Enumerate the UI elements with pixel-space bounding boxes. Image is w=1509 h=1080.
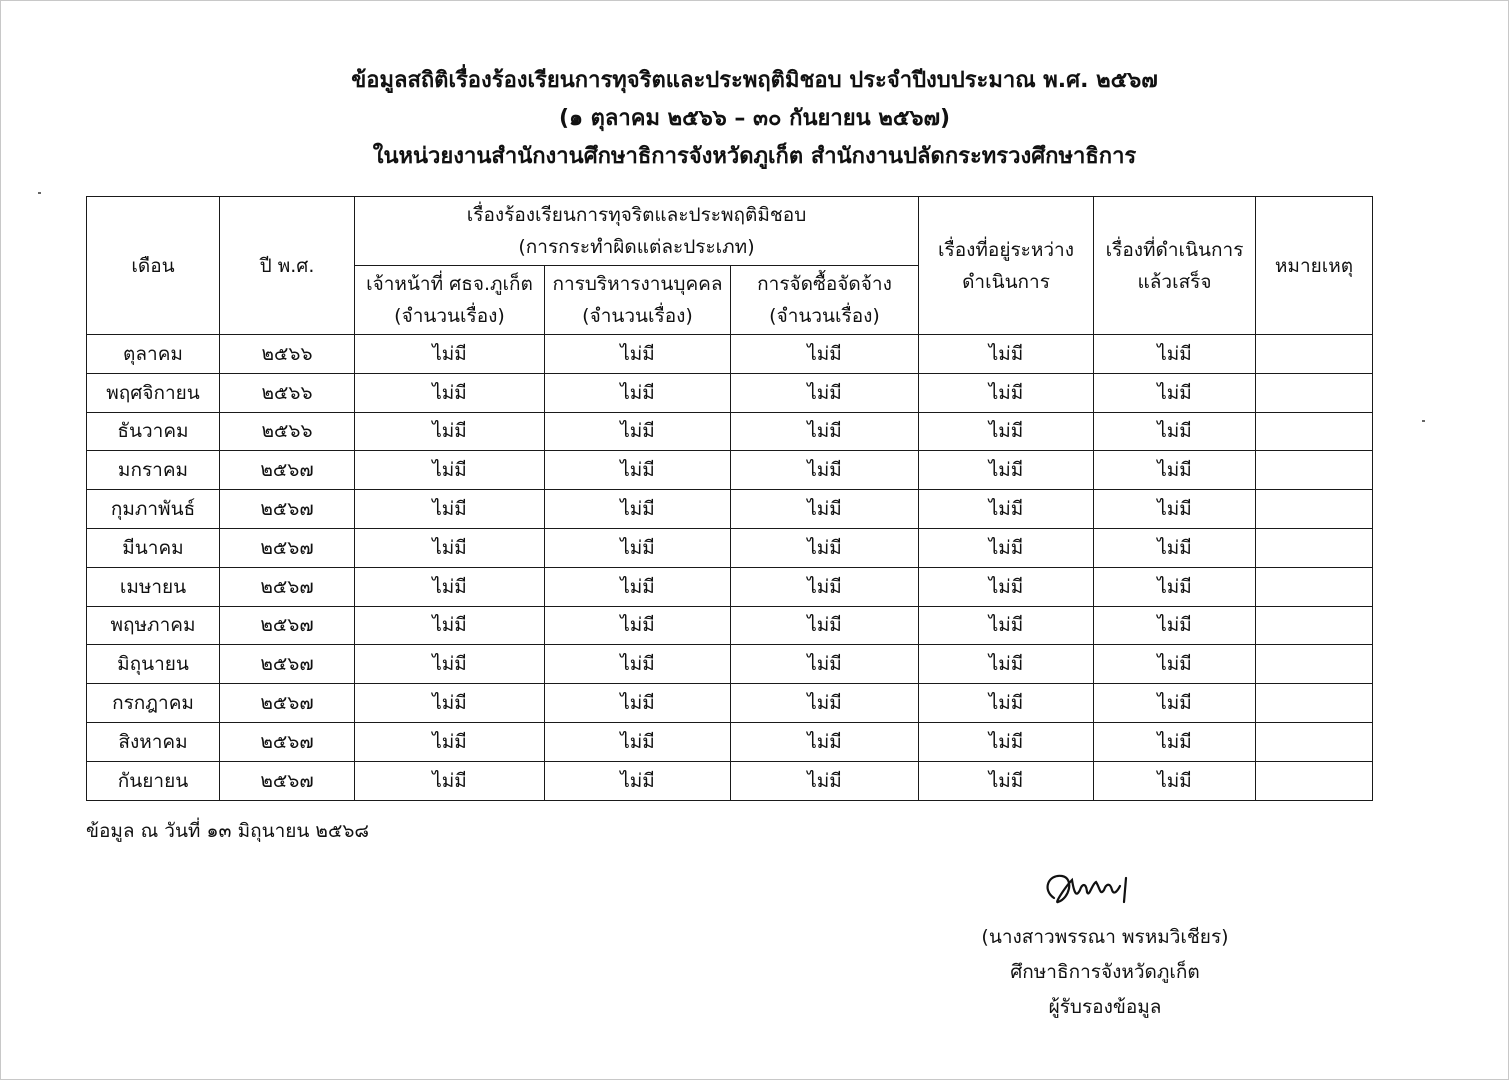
cell-remarks bbox=[1256, 373, 1373, 412]
cell-officer: ไม่มี bbox=[355, 335, 545, 374]
cell-year: ๒๕๖๗ bbox=[220, 606, 355, 645]
header-remarks: หมายเหตุ bbox=[1256, 197, 1373, 335]
header-month: เดือน bbox=[87, 197, 220, 335]
cell-officer: ไม่มี bbox=[355, 412, 545, 451]
title-line-3: ในหน่วยงานสำนักงานศึกษาธิการจังหวัดภูเก็ต สำนักงานปลัดกระทรวงศึกษาธิการ bbox=[372, 144, 1137, 169]
cell-procurement: ไม่มี bbox=[731, 761, 919, 800]
cell-personnel: ไม่มี bbox=[545, 684, 731, 723]
cell-completed: ไม่มี bbox=[1094, 684, 1256, 723]
table-row bbox=[87, 722, 1373, 761]
cell-procurement: ไม่มี bbox=[731, 490, 919, 529]
cell-in-progress: ไม่มี bbox=[919, 606, 1094, 645]
cell-remarks bbox=[1256, 412, 1373, 451]
header-complaint-group-line2: (การกระทำผิดแต่ละประเภท) bbox=[518, 236, 755, 258]
signer-name: (นางสาวพรรณา พรหมวิเชียร) bbox=[981, 926, 1229, 948]
cell-completed: ไม่มี bbox=[1094, 490, 1256, 529]
cell-month: ธันวาคม bbox=[87, 412, 220, 451]
cell-remarks bbox=[1256, 451, 1373, 490]
header-completed-line1: เรื่องที่ดำเนินการ bbox=[1105, 238, 1244, 261]
cell-year: ๒๕๖๗ bbox=[220, 645, 355, 684]
cell-procurement: ไม่มี bbox=[731, 451, 919, 490]
cell-personnel: ไม่มี bbox=[545, 606, 731, 645]
table-row bbox=[87, 335, 1373, 374]
cell-procurement: ไม่มี bbox=[731, 412, 919, 451]
cell-officer: ไม่มี bbox=[355, 451, 545, 490]
cell-in-progress: ไม่มี bbox=[919, 528, 1094, 567]
cell-in-progress: ไม่มี bbox=[919, 761, 1094, 800]
cell-month: กรกฎาคม bbox=[87, 684, 220, 723]
table-row bbox=[87, 606, 1373, 645]
title-line-1: ข้อมูลสถิติเรื่องร้องเรียนการทุจริตและประพฤติมิชอบ ประจำปีงบประมาณ พ.ศ. ๒๕๖๗ bbox=[351, 68, 1158, 93]
cell-year: ๒๕๖๗ bbox=[220, 761, 355, 800]
cell-year: ๒๕๖๗ bbox=[220, 490, 355, 529]
cell-remarks bbox=[1256, 335, 1373, 374]
cell-procurement: ไม่มี bbox=[731, 606, 919, 645]
header-officer-line1: เจ้าหน้าที่ ศธจ.ภูเก็ต bbox=[366, 273, 533, 295]
cell-officer: ไม่มี bbox=[355, 645, 545, 684]
cell-remarks bbox=[1256, 567, 1373, 606]
cell-year: ๒๕๖๗ bbox=[220, 684, 355, 723]
cell-year: ๒๕๖๖ bbox=[220, 373, 355, 412]
cell-remarks bbox=[1256, 761, 1373, 800]
cell-in-progress: ไม่มี bbox=[919, 684, 1094, 723]
cell-remarks bbox=[1256, 722, 1373, 761]
cell-year: ๒๕๖๖ bbox=[220, 412, 355, 451]
cell-personnel: ไม่มี bbox=[545, 761, 731, 800]
cell-completed: ไม่มี bbox=[1094, 451, 1256, 490]
cell-year: ๒๕๖๗ bbox=[220, 528, 355, 567]
cell-remarks bbox=[1256, 528, 1373, 567]
signer-block bbox=[940, 920, 1270, 1025]
header-personnel-line1: การบริหารงานบุคคล bbox=[552, 273, 723, 295]
cell-procurement: ไม่มี bbox=[731, 373, 919, 412]
cell-in-progress: ไม่มี bbox=[919, 567, 1094, 606]
cell-month: มิถุนายน bbox=[87, 645, 220, 684]
cell-officer: ไม่มี bbox=[355, 373, 545, 412]
cell-in-progress: ไม่มี bbox=[919, 373, 1094, 412]
header-in-progress-line2: ดำเนินการ bbox=[962, 270, 1050, 293]
cell-personnel: ไม่มี bbox=[545, 645, 731, 684]
cell-in-progress: ไม่มี bbox=[919, 490, 1094, 529]
header-procurement-line2: (จำนวนเรื่อง) bbox=[769, 305, 880, 327]
cell-procurement: ไม่มี bbox=[731, 684, 919, 723]
cell-personnel: ไม่มี bbox=[545, 490, 731, 529]
cell-month: ตุลาคม bbox=[87, 335, 220, 374]
cell-completed: ไม่มี bbox=[1094, 412, 1256, 451]
header-in-progress bbox=[919, 197, 1094, 335]
table-row bbox=[87, 528, 1373, 567]
title-line-2: (๑ ตุลาคม ๒๕๖๖ – ๓๐ กันยายน ๒๕๖๗) bbox=[558, 106, 951, 131]
header-officer bbox=[355, 266, 545, 335]
cell-in-progress: ไม่มี bbox=[919, 412, 1094, 451]
cell-completed: ไม่มี bbox=[1094, 645, 1256, 684]
cell-completed: ไม่มี bbox=[1094, 722, 1256, 761]
cell-procurement: ไม่มี bbox=[731, 528, 919, 567]
cell-in-progress: ไม่มี bbox=[919, 451, 1094, 490]
cell-officer: ไม่มี bbox=[355, 567, 545, 606]
cell-officer: ไม่มี bbox=[355, 761, 545, 800]
cell-year: ๒๕๖๗ bbox=[220, 567, 355, 606]
header-year: ปี พ.ศ. bbox=[220, 197, 355, 335]
header-personnel bbox=[545, 266, 731, 335]
cell-completed: ไม่มี bbox=[1094, 761, 1256, 800]
table-row bbox=[87, 645, 1373, 684]
cell-personnel: ไม่มี bbox=[545, 335, 731, 374]
header-row-1 bbox=[87, 197, 1373, 266]
cell-remarks bbox=[1256, 606, 1373, 645]
cell-remarks bbox=[1256, 684, 1373, 723]
complaint-statistics-table bbox=[86, 196, 1373, 801]
header-completed bbox=[1094, 197, 1256, 335]
cell-procurement: ไม่มี bbox=[731, 335, 919, 374]
cell-completed: ไม่มี bbox=[1094, 567, 1256, 606]
cell-year: ๒๕๖๖ bbox=[220, 335, 355, 374]
cell-personnel: ไม่มี bbox=[545, 528, 731, 567]
cell-completed: ไม่มี bbox=[1094, 335, 1256, 374]
cell-officer: ไม่มี bbox=[355, 722, 545, 761]
header-in-progress-line1: เรื่องที่อยู่ระหว่าง bbox=[938, 238, 1075, 261]
cell-month: พฤศจิกายน bbox=[87, 373, 220, 412]
cell-personnel: ไม่มี bbox=[545, 567, 731, 606]
table-row bbox=[87, 567, 1373, 606]
header-officer-line2: (จำนวนเรื่อง) bbox=[394, 305, 505, 327]
handwritten-signature bbox=[1040, 868, 1150, 914]
cell-in-progress: ไม่มี bbox=[919, 722, 1094, 761]
table-row bbox=[87, 761, 1373, 800]
cell-completed: ไม่มี bbox=[1094, 373, 1256, 412]
header-complaint-group bbox=[355, 197, 919, 266]
scan-speck bbox=[38, 192, 41, 194]
table-row bbox=[87, 490, 1373, 529]
cell-month: พฤษภาคม bbox=[87, 606, 220, 645]
cell-procurement: ไม่มี bbox=[731, 722, 919, 761]
cell-month: เมษายน bbox=[87, 567, 220, 606]
header-personnel-line2: (จำนวนเรื่อง) bbox=[582, 305, 693, 327]
table-row bbox=[87, 373, 1373, 412]
cell-remarks bbox=[1256, 490, 1373, 529]
cell-in-progress: ไม่มี bbox=[919, 645, 1094, 684]
table-row bbox=[87, 684, 1373, 723]
header-completed-line2: แล้วเสร็จ bbox=[1137, 270, 1212, 293]
header-complaint-group-line1: เรื่องร้องเรียนการทุจริตและประพฤติมิชอบ bbox=[466, 204, 807, 226]
data-as-of-note: ข้อมูล ณ วันที่ ๑๓ มิถุนายน ๒๕๖๘ bbox=[86, 820, 370, 842]
cell-officer: ไม่มี bbox=[355, 606, 545, 645]
signer-role: ผู้รับรองข้อมูล bbox=[1048, 996, 1162, 1018]
cell-month: มีนาคม bbox=[87, 528, 220, 567]
cell-month: กุมภาพันธ์ bbox=[87, 490, 220, 529]
cell-personnel: ไม่มี bbox=[545, 412, 731, 451]
cell-personnel: ไม่มี bbox=[545, 373, 731, 412]
table-row bbox=[87, 451, 1373, 490]
cell-month: มกราคม bbox=[87, 451, 220, 490]
cell-officer: ไม่มี bbox=[355, 490, 545, 529]
cell-year: ๒๕๖๗ bbox=[220, 722, 355, 761]
cell-year: ๒๕๖๗ bbox=[220, 451, 355, 490]
cell-officer: ไม่มี bbox=[355, 528, 545, 567]
cell-completed: ไม่มี bbox=[1094, 606, 1256, 645]
cell-officer: ไม่มี bbox=[355, 684, 545, 723]
table-row bbox=[87, 412, 1373, 451]
cell-completed: ไม่มี bbox=[1094, 528, 1256, 567]
cell-personnel: ไม่มี bbox=[545, 451, 731, 490]
signer-position: ศึกษาธิการจังหวัดภูเก็ต bbox=[1010, 961, 1200, 983]
cell-in-progress: ไม่มี bbox=[919, 335, 1094, 374]
document-title bbox=[0, 62, 1509, 176]
header-procurement-line1: การจัดซื้อจัดจ้าง bbox=[757, 273, 892, 295]
cell-procurement: ไม่มี bbox=[731, 567, 919, 606]
cell-remarks bbox=[1256, 645, 1373, 684]
scan-speck bbox=[1422, 420, 1425, 422]
cell-month: กันยายน bbox=[87, 761, 220, 800]
cell-personnel: ไม่มี bbox=[545, 722, 731, 761]
header-procurement bbox=[731, 266, 919, 335]
cell-month: สิงหาคม bbox=[87, 722, 220, 761]
cell-procurement: ไม่มี bbox=[731, 645, 919, 684]
